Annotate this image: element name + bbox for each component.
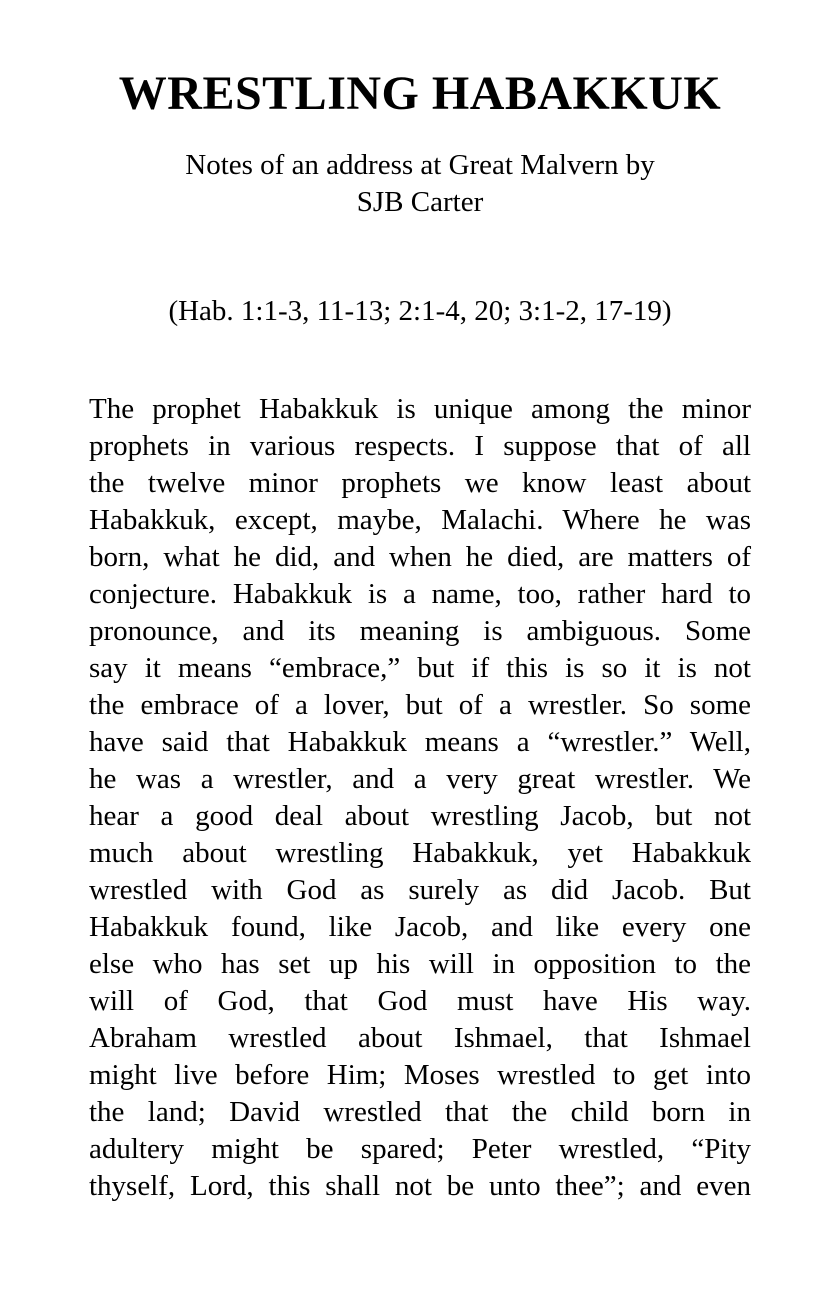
body-text-line: thyself, Lord, this shall not be unto thee”; and even [89,1170,751,1202]
scripture-reference: (Hab. 1:1-3, 11-13; 2:1-4, 20; 3:1-2, 17-19) [168,295,672,327]
subtitle-line: Notes of an address at Great Malvern by [185,149,655,181]
body-text-line: hear a good deal about wrestling Jacob, but not [89,800,751,832]
body-text-line: else who has set up his will in opposition to the [89,948,751,980]
document-title: WRESTLING HABAKKUK [118,67,722,120]
body-text-line: the twelve minor prophets we know least about [89,467,751,499]
body-text-line: Abraham wrestled about Ishmael, that Ishmael [89,1022,751,1054]
body-text-line: Habakkuk, except, maybe, Malachi. Where he was [89,504,751,536]
body-text-line: Habakkuk found, like Jacob, and like every one [89,911,751,943]
body-text-line: will of God, that God must have His way. [89,985,751,1017]
document-subtitle [89,147,751,221]
body-text-line: he was a wrestler, and a very great wrestler. We [89,763,751,795]
body-text-line: wrestled with God as surely as did Jacob. But [89,874,751,906]
body-text-line: the land; David wrestled that the child born in [89,1096,751,1128]
body-text-line: the embrace of a lover, but of a wrestler. So some [89,689,751,721]
body-text-line: much about wrestling Habakkuk, yet Habakkuk [89,837,751,869]
body-text-line: prophets in various respects. I suppose that of all [89,430,751,462]
body-text-line: say it means “embrace,” but if this is so it is not [89,652,751,684]
body-text-line: pronounce, and its meaning is ambiguous. Some [89,615,751,647]
body-text-line: The prophet Habakkuk is unique among the minor [89,393,751,425]
subtitle-line: SJB Carter [356,186,484,218]
body-text-line: adultery might be spared; Peter wrestled, “Pity [89,1133,751,1165]
body-text-line: born, what he did, and when he died, are matters of [89,541,751,573]
body-paragraph [89,391,751,1205]
body-text-line: conjecture. Habakkuk is a name, too, rather hard to [89,578,751,610]
body-text-line: might live before Him; Moses wrestled to get into [89,1059,751,1091]
body-text-line: have said that Habakkuk means a “wrestler.” Well, [89,726,751,758]
